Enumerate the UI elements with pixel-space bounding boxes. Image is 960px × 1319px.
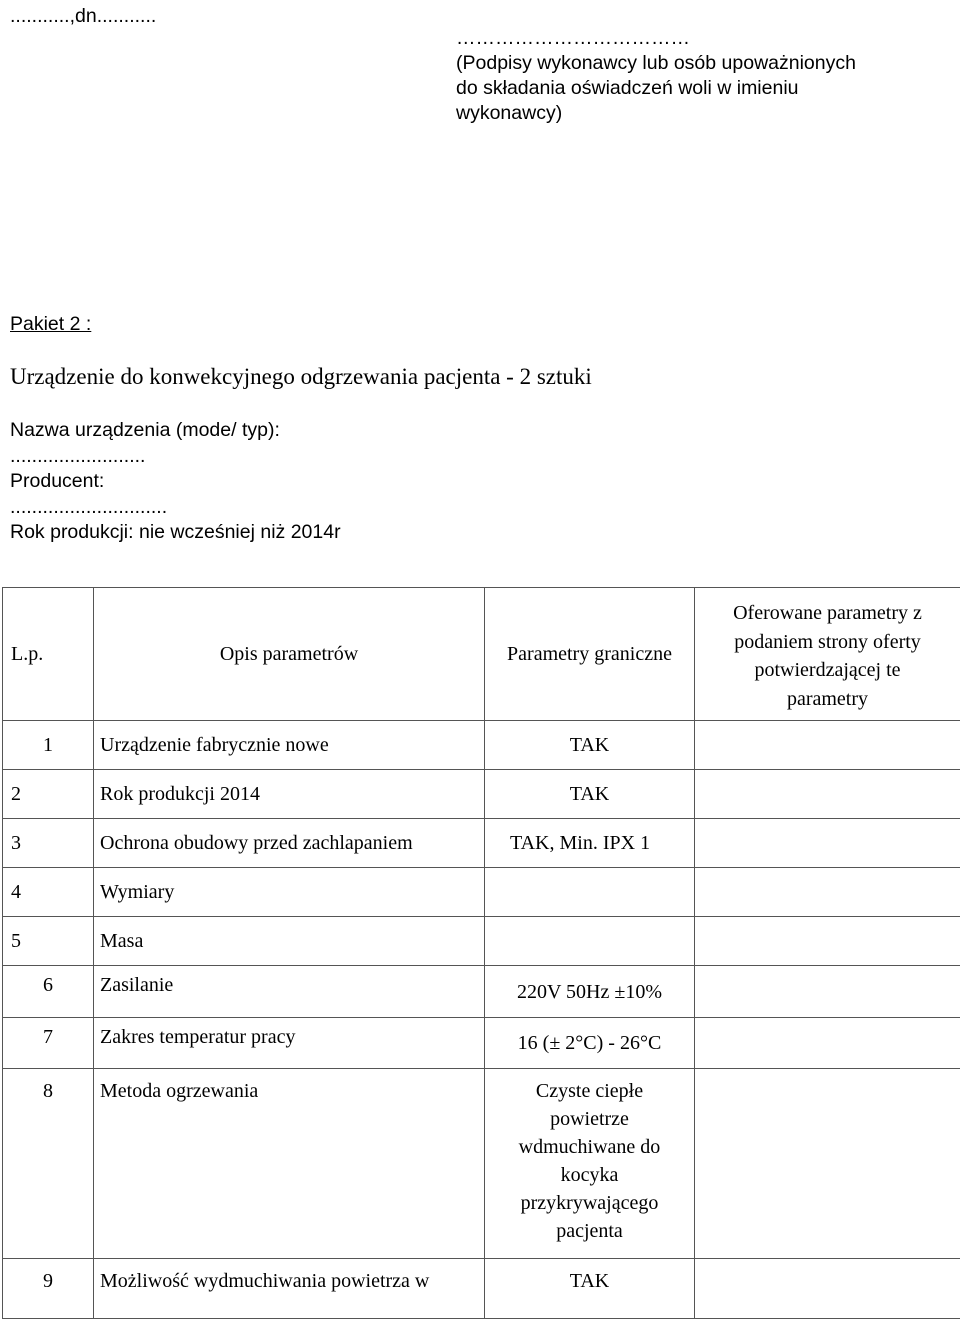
row-limit: TAK <box>485 1259 695 1319</box>
row-lp: 3 <box>3 819 94 868</box>
device-title: Urządzenie do konwekcyjnego odgrzewania pacjenta - 2 sztuki <box>10 362 592 392</box>
field-model-value: ......................... <box>10 444 341 470</box>
table-row <box>3 770 960 819</box>
signature-block <box>456 26 856 126</box>
table-header-row <box>3 588 960 721</box>
row-limit: TAK <box>485 770 695 819</box>
package-label: Pakiet 2 : <box>10 312 91 337</box>
row-description: Urządzenie fabrycznie nowe <box>94 721 485 770</box>
table-row <box>3 868 960 917</box>
row-limit <box>485 1069 695 1259</box>
row-description: Rok produkcji 2014 <box>94 770 485 819</box>
row-lp: 9 <box>3 1259 94 1319</box>
row-offered[interactable] <box>695 966 960 1018</box>
row-offered[interactable] <box>695 819 960 868</box>
signature-caption-line: (Podpisy wykonawcy lub osób upoważnionych <box>456 51 856 76</box>
row-offered[interactable] <box>695 868 960 917</box>
row-limit <box>485 868 695 917</box>
row-limit-line: wdmuchiwane do <box>485 1133 694 1161</box>
header-offered <box>695 588 960 721</box>
field-production-year: Rok produkcji: nie wcześniej niż 2014r <box>10 520 341 546</box>
table-row <box>3 1259 960 1319</box>
table-row <box>3 1018 960 1069</box>
row-limit: TAK <box>485 721 695 770</box>
table-row <box>3 721 960 770</box>
row-limit: 16 (± 2°C) - 26°C <box>485 1018 695 1069</box>
field-model-label: Nazwa urządzenia (mode/ typ): <box>10 418 341 444</box>
row-offered[interactable] <box>695 917 960 966</box>
row-limit-line: pacjenta <box>485 1217 694 1245</box>
row-description: Ochrona obudowy przed zachlapaniem <box>94 819 485 868</box>
row-lp: 5 <box>3 917 94 966</box>
row-offered[interactable] <box>695 1259 960 1319</box>
table-row <box>3 917 960 966</box>
row-description: Wymiary <box>94 868 485 917</box>
header-offered-line: Oferowane parametry z <box>695 599 960 628</box>
row-offered[interactable] <box>695 1018 960 1069</box>
header-lp: L.p. <box>3 588 94 721</box>
header-offered-line: potwierdzającej te <box>695 656 960 685</box>
row-description: Metoda ogrzewania <box>94 1069 485 1259</box>
signature-dots: ……………………………… <box>456 26 856 51</box>
header-description: Opis parametrów <box>94 588 485 721</box>
row-lp: 7 <box>3 1018 94 1069</box>
row-description: Zasilanie <box>94 966 485 1018</box>
row-lp: 4 <box>3 868 94 917</box>
header-offered-line: parametry <box>695 685 960 714</box>
row-lp: 2 <box>3 770 94 819</box>
header-limit: Parametry graniczne <box>485 588 695 721</box>
signature-place-date: ...........,dn........... <box>10 4 156 29</box>
table-row <box>3 966 960 1018</box>
field-producer-label: Producent: <box>10 469 341 495</box>
signature-caption-line: do składania oświadczeń woli w imieniu <box>456 76 856 101</box>
signature-caption-line: wykonawcy) <box>456 101 856 126</box>
table-row <box>3 819 960 868</box>
row-limit-line: kocyka <box>485 1161 694 1189</box>
row-limit-line: powietrze <box>485 1105 694 1133</box>
field-producer-value: ............................. <box>10 495 341 521</box>
row-limit: TAK, Min. IPX 1 <box>485 819 695 868</box>
row-limit-line: przykrywającego <box>485 1189 694 1217</box>
row-offered[interactable] <box>695 1069 960 1259</box>
row-offered[interactable] <box>695 721 960 770</box>
row-lp: 1 <box>3 721 94 770</box>
row-limit: 220V 50Hz ±10% <box>485 966 695 1018</box>
row-description: Masa <box>94 917 485 966</box>
row-description: Zakres temperatur pracy <box>94 1018 485 1069</box>
parameters-table <box>2 587 960 1319</box>
table-row <box>3 1069 960 1259</box>
header-offered-line: podaniem strony oferty <box>695 628 960 657</box>
row-limit <box>485 917 695 966</box>
row-lp: 6 <box>3 966 94 1018</box>
row-limit-line: Czyste ciepłe <box>485 1077 694 1105</box>
row-offered[interactable] <box>695 770 960 819</box>
device-fields <box>10 418 341 546</box>
row-description: Możliwość wydmuchiwania powietrza w <box>94 1259 485 1319</box>
row-lp: 8 <box>3 1069 94 1259</box>
